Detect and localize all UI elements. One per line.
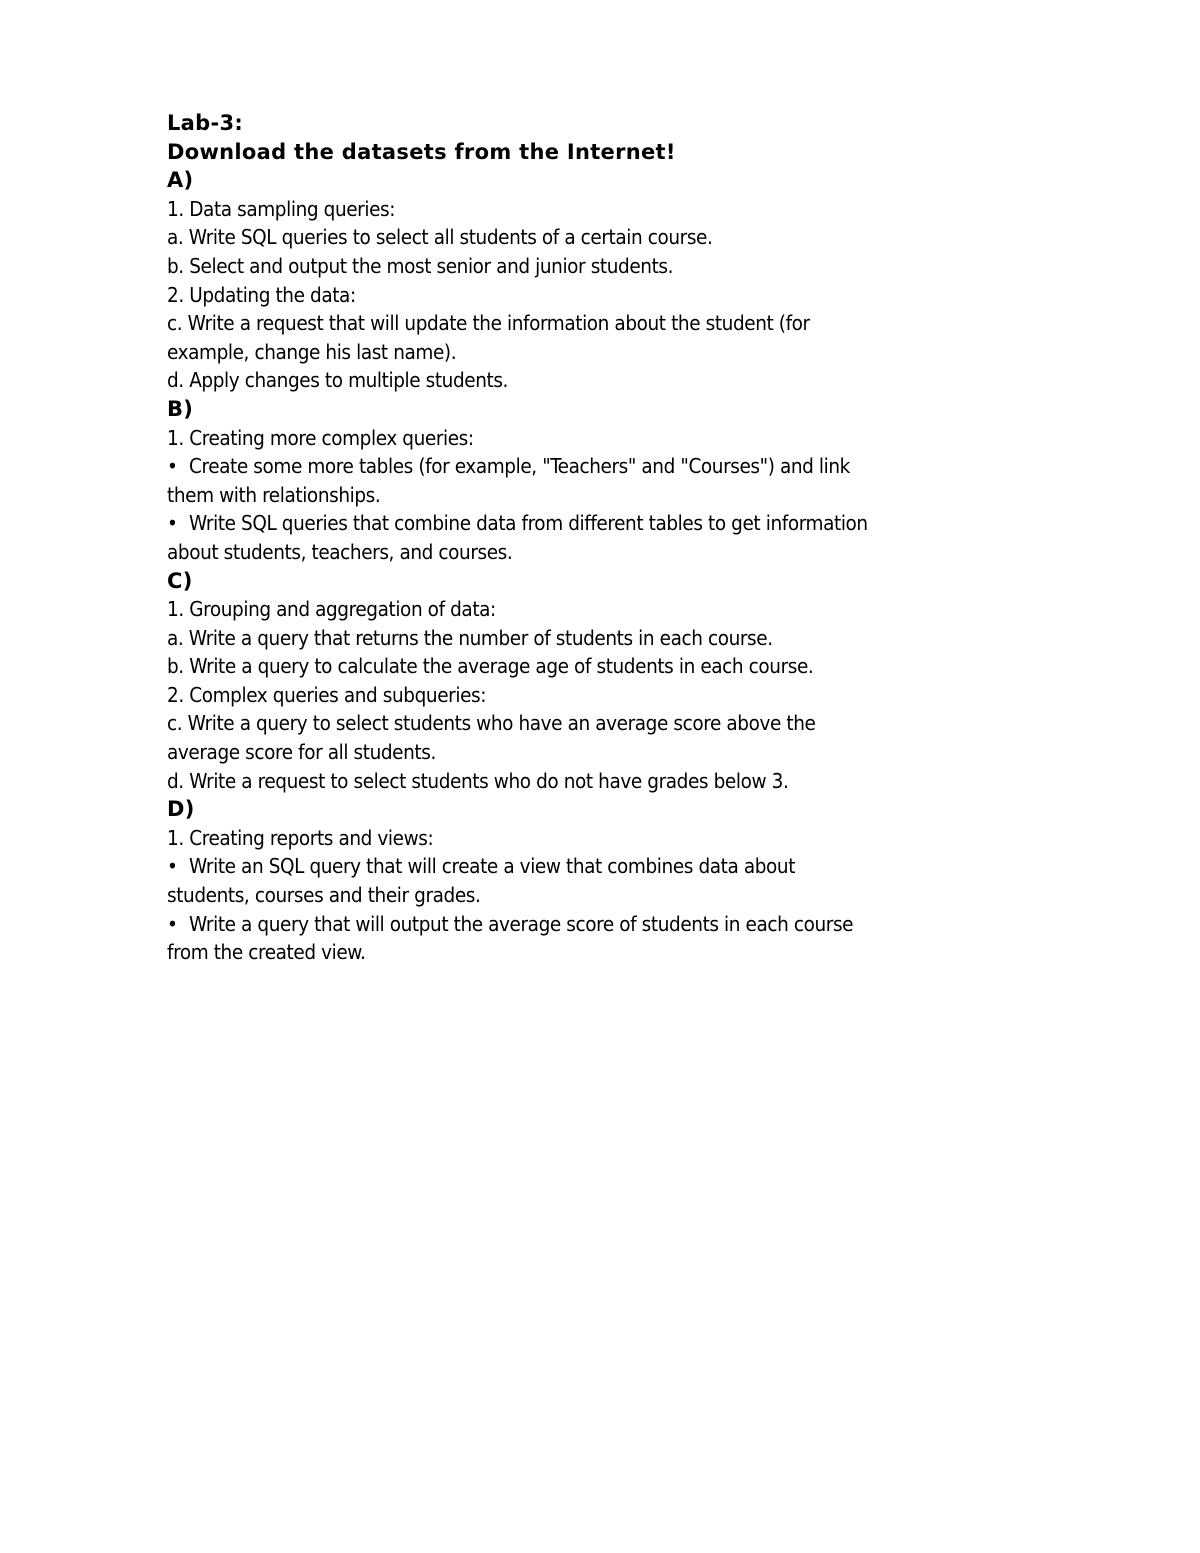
section-d-bullet-2-text: Write a query that will output the average score of students in each course [189,911,854,936]
bullet-icon: • [167,454,178,479]
section-d-bullet-1-cont: students, courses and their grades. [167,883,481,908]
document-subtitle: Download the datasets from the Internet! [167,139,676,164]
section-d-line-1: 1. Creating reports and views: [167,825,434,850]
section-a-line-1: 1. Data sampling queries: [167,196,396,221]
section-d-heading: D) [167,797,195,822]
section-b-bullet-2-cont: about students, teachers, and courses. [167,539,513,564]
section-c-line-3: b. Write a query to calculate the average age of students in each course. [167,654,814,679]
section-a-line-7: d. Apply changes to multiple students. [167,368,509,393]
section-c-line-6: average score for all students. [167,740,436,765]
section-a-line-3: b. Select and output the most senior and junior students. [167,253,674,278]
section-c-line-2: a. Write a query that returns the number of students in each course. [167,625,773,650]
section-b-line-1: 1. Creating more complex queries: [167,425,474,450]
section-a-line-4: 2. Updating the data: [167,282,356,307]
section-b-bullet-1-cont: them with relationships. [167,482,381,507]
section-c-line-7: d. Write a request to select students who do not have grades below 3. [167,768,789,793]
bullet-icon: • [167,511,178,536]
section-b-heading: B) [167,396,194,421]
section-c-line-4: 2. Complex queries and subqueries: [167,682,487,707]
section-c-line-1: 1. Grouping and aggregation of data: [167,597,496,622]
section-c-heading: C) [167,568,193,593]
section-a-line-6: example, change his last name). [167,339,457,364]
document-body [167,109,957,967]
section-b-bullet-1-text: Create some more tables (for example, "Teachers" and "Courses") and link [189,454,850,479]
section-d-bullet-1-text: Write an SQL query that will create a view that combines data about [189,854,796,879]
section-b-bullet-2-text: Write SQL queries that combine data from different tables to get information [189,511,868,536]
bullet-icon: • [167,911,178,936]
section-d-bullet-2 [167,910,957,939]
section-b-bullet-2 [167,509,957,538]
document-title: Lab-3: [167,111,244,135]
bullet-icon: • [167,854,178,879]
section-d-bullet-1 [167,852,957,881]
section-d-bullet-2-cont: from the created view. [167,940,366,965]
section-a-heading: A) [167,168,194,193]
section-b-bullet-1 [167,452,957,481]
section-c-line-5: c. Write a query to select students who have an average score above the [167,711,816,736]
section-a-line-5: c. Write a request that will update the information about the student (for [167,311,810,336]
section-a-line-2: a. Write SQL queries to select all students of a certain course. [167,225,713,250]
